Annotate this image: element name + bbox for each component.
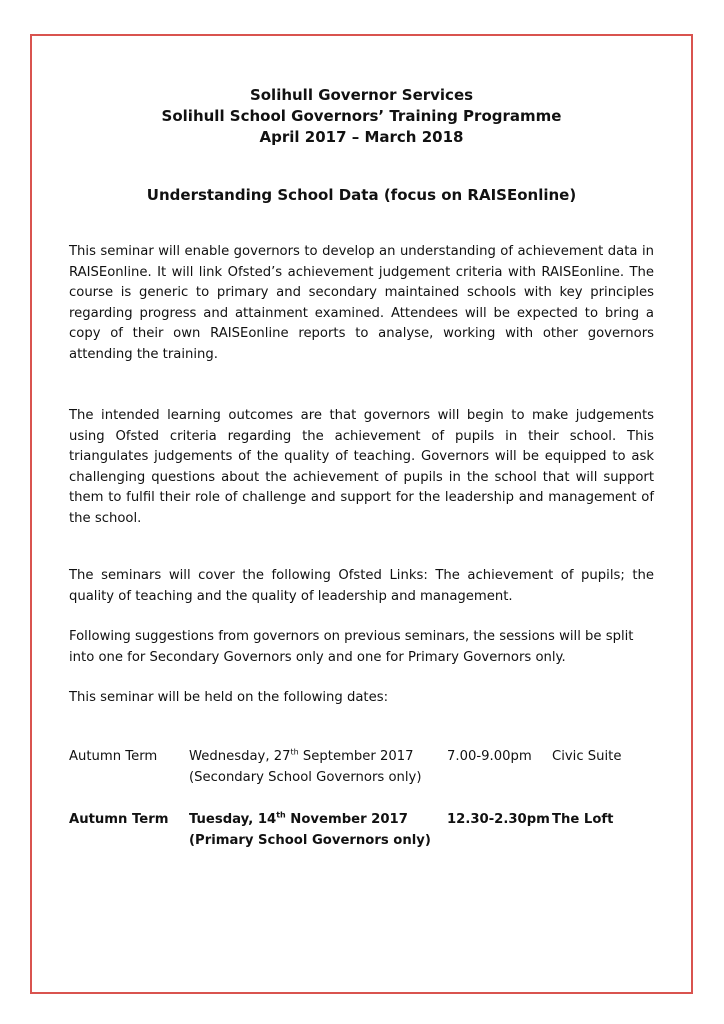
dates-intro: This seminar will be held on the following dates:: [69, 690, 389, 705]
course-title: Understanding School Data (focus on RAISEonline): [146, 186, 577, 204]
document-header: [30, 85, 693, 148]
programme-period: April 2017 – March 2018: [259, 128, 464, 146]
session-time: 12.30-2.30pm: [447, 812, 550, 827]
session-split-paragraph: Following suggestions from governors on previous seminars, the sessions will be split into one for Secondary Governors only and one for Primary Governors only.: [69, 629, 634, 665]
outcomes-paragraph: The intended learning outcomes are that governors will begin to make judgements using Ofsted criteria regarding the achievement of pupils in their school. This triangulates judgements of the quality of teaching. Governors will be equipped to ask challenging questions about the achievement of pupils in the school that will support them to fulfil their role of challenge and support for the leadership and management of the school.: [69, 408, 654, 526]
organisation-title: Solihull Governor Services: [249, 86, 474, 104]
ofsted-links-paragraph: The seminars will cover the following Ofsted Links: The achievement of pupils; the quality of teaching and the quality of leadership and management.: [69, 568, 654, 604]
intro-paragraph: This seminar will enable governors to develop an understanding of achievement data in RAISEonline. It will link Ofsted’s achievement judgement criteria with RAISEonline. The course is generic to primary and secondary maintained schools with key principles regarding progress and attainment examined. Attendees will be expected to bring a copy of their own RAISEonline reports to analyse, working with other governors attending the training.: [69, 244, 654, 362]
session-venue: The Loft: [552, 812, 614, 827]
session-audience: (Primary School Governors only): [189, 832, 431, 848]
programme-title: Solihull School Governors’ Training Programme: [161, 107, 562, 125]
session-term: Autumn Term: [69, 812, 169, 827]
session-audience: (Secondary School Governors only): [189, 769, 422, 785]
session-date: Tuesday, 14th November 2017 (Primary School Governors only): [189, 810, 431, 848]
session-date: Wednesday, 27th September 2017 (Secondary School Governors only): [189, 747, 422, 785]
session-term: Autumn Term: [69, 749, 158, 764]
session-venue: Civic Suite: [552, 749, 622, 764]
session-time: 7.00-9.00pm: [447, 749, 532, 764]
